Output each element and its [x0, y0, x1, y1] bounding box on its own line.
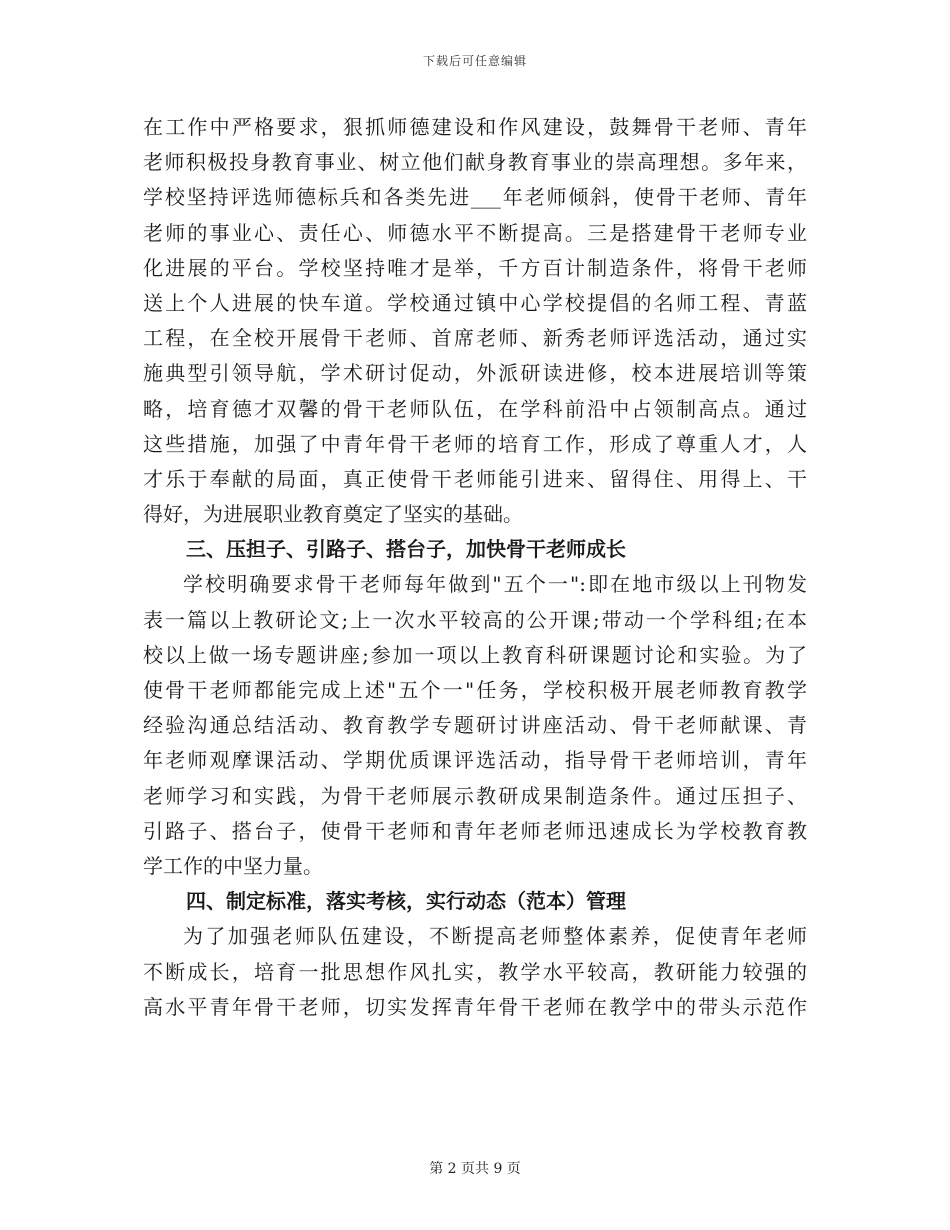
- paragraph-line: 高水平青年骨干老师，切实发挥青年骨干老师在教学中的带头示范作: [143, 994, 807, 1019]
- page-footer: 第 2 页共 9 页: [429, 1161, 521, 1177]
- paragraph-first-line: 为了加强老师队伍建设，不断提高老师整体素养，促使青年老师: [183, 924, 807, 949]
- paragraph-line: 施典型引领导航，学术研讨促动，外派研读进修，校本进展培训等策: [143, 361, 807, 386]
- paragraph-line: 校以上做一场专题讲座;参加一项以上教育科研课题讨论和实验。为了: [143, 642, 807, 667]
- paragraph-line: 化进展的平台。学校坚持唯才是举，千方百计制造条件，将骨干老师: [143, 255, 807, 280]
- section-heading: 三、压担子、引路子、搭台子，加快骨干老师成长: [186, 537, 626, 562]
- paragraph-line: 老师积极投身教育事业、树立他们献身教育事业的崇高理想。多年来，: [143, 150, 807, 175]
- paragraph-last-line: 学工作的中坚力量。: [143, 853, 323, 878]
- paragraph-line: 送上个人进展的快车道。学校通过镇中心学校提倡的名师工程、青蓝: [143, 290, 807, 315]
- paragraph-line: 不断成长，培育一批思想作风扎实，教学水平较高，教研能力较强的: [143, 959, 807, 984]
- paragraph-line: 工程，在全校开展骨干老师、首席老师、新秀老师评选活动，通过实: [143, 326, 807, 351]
- paragraph-line: 才乐于奉献的局面，真正使骨干老师能引进来、留得住、用得上、干: [143, 466, 807, 491]
- paragraph-line: 略，培育德才双馨的骨干老师队伍，在学科前沿中占领制高点。通过: [143, 396, 807, 421]
- paragraph-line: 这些措施，加强了中青年骨干老师的培育工作，形成了尊重人才，人: [143, 431, 807, 456]
- section-heading: 四、制定标准，落实考核，实行动态（范本）管理: [186, 889, 626, 914]
- paragraph-line: 在工作中严格要求，狠抓师德建设和作风建设，鼓舞骨干老师、青年: [143, 115, 807, 139]
- paragraph-first-line: 学校明确要求骨干老师每年做到"五个一":即在地市级以上刊物发: [183, 572, 807, 597]
- paragraph-line: 表一篇以上教研论文;上一次水平较高的公开课;带动一个学科组;在本: [143, 607, 807, 632]
- paragraph-line: 老师学习和实践，为骨干老师展示教研成果制造条件。通过压担子、: [143, 783, 807, 808]
- header-note: 下载后可任意编辑: [422, 54, 527, 68]
- document-body: [143, 110, 807, 1025]
- paragraph-line: 年老师观摩课活动、学期优质课评选活动，指导骨干老师培训，青年: [143, 748, 807, 773]
- paragraph-line: 老师的事业心、责任心、师德水平不断提高。三是搭建骨干老师专业: [143, 220, 807, 245]
- paragraph-line: 使骨干老师都能完成上述"五个一"任务，学校积极开展老师教育教学: [143, 678, 807, 702]
- paragraph-line: 经验沟通总结活动、教育教学专题研讨讲座活动、骨干老师献课、青: [143, 713, 807, 738]
- paragraph-line: 学校坚持评选师德标兵和各类先进___年老师倾斜，使骨干老师、青年: [143, 185, 807, 210]
- paragraph-last-line: 得好，为进展职业教育奠定了坚实的基础。: [143, 502, 523, 527]
- paragraph-line: 引路子、搭台子，使骨干老师和青年老师老师迅速成长为学校教育教: [143, 818, 807, 843]
